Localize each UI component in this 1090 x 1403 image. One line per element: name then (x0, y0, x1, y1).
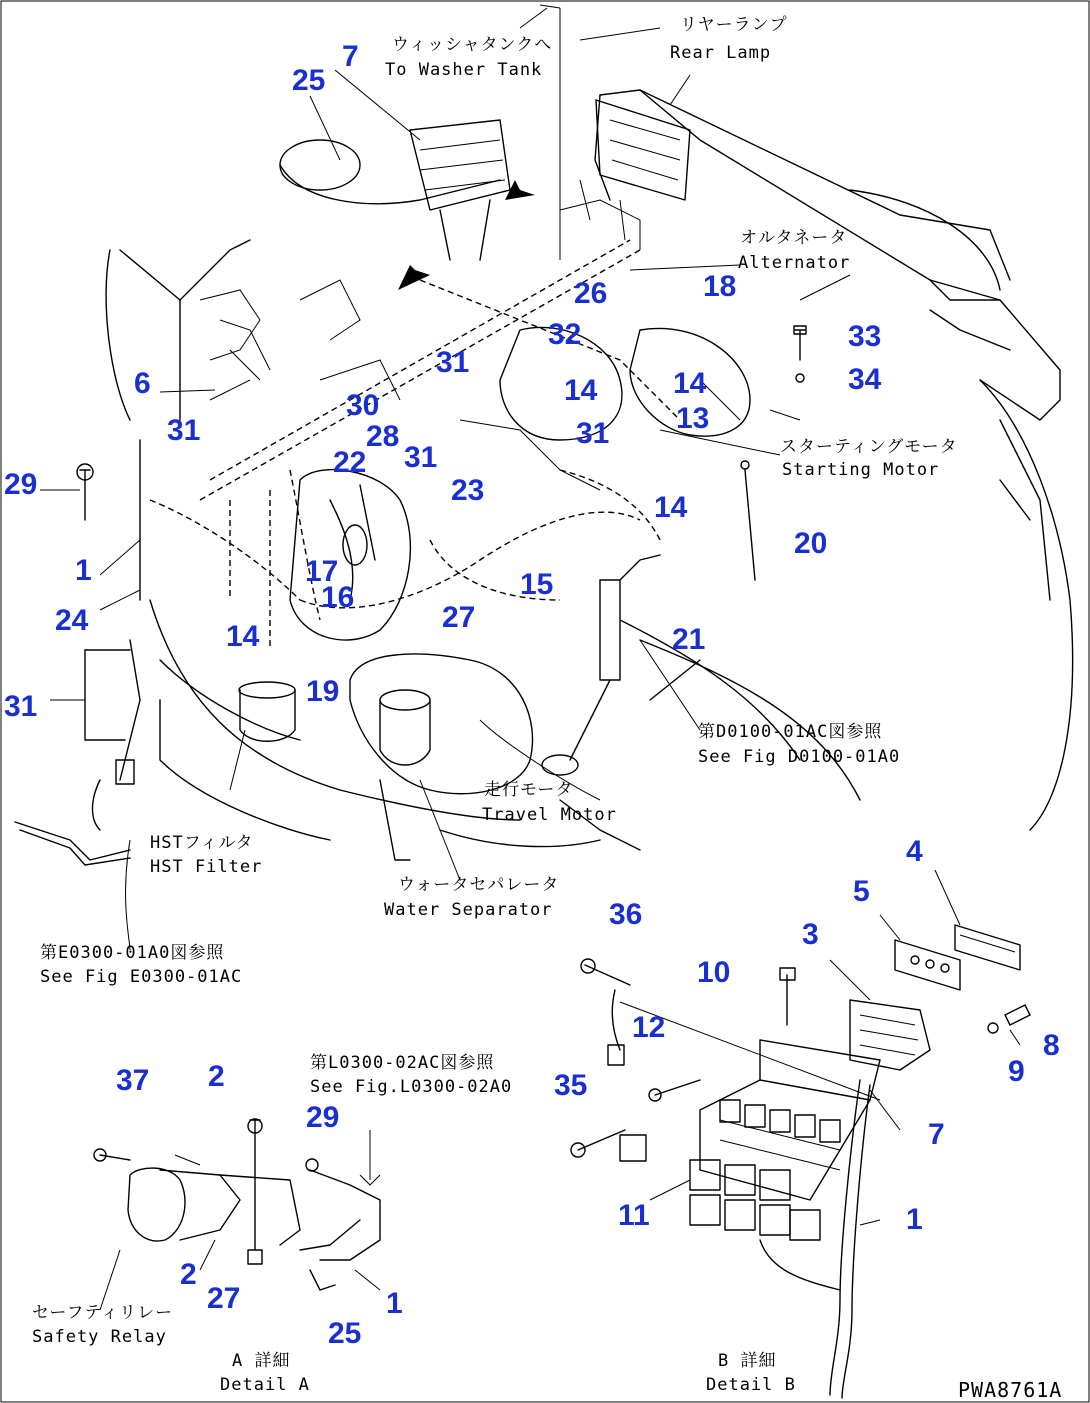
label-travel-en: Travel Motor (482, 805, 617, 825)
callout-11: 11 (618, 1199, 650, 1232)
label-alt-jp: オルタネータ (740, 228, 848, 248)
callout-24: 24 (55, 604, 89, 637)
callout-28: 28 (366, 420, 400, 453)
callout-33: 33 (848, 320, 882, 353)
label-rearlamp-en: Rear Lamp (670, 43, 772, 63)
label-e0300-en: See Fig E0300-01AC (40, 967, 243, 987)
callout-9: 9 (1008, 1055, 1025, 1088)
detail-b-drawing (571, 870, 1030, 1398)
callout-31: 31 (167, 414, 201, 447)
label-start-en: Starting Motor (782, 460, 940, 480)
label-washer-en: To Washer Tank (385, 60, 543, 80)
callout-1: 1 (906, 1203, 923, 1236)
callout-18: 18 (703, 270, 737, 303)
callout-16: 16 (321, 581, 355, 614)
callout-14: 14 (654, 491, 688, 524)
label-travel-jp: 走行モータ (484, 780, 574, 800)
callout-7: 7 (342, 40, 359, 73)
callout-34: 34 (848, 363, 882, 396)
callout-14: 14 (564, 374, 598, 407)
callout-31: 31 (404, 441, 438, 474)
callout-29: 29 (4, 468, 38, 501)
label-detailA-jp: A 詳細 (232, 1351, 291, 1371)
callout-31: 31 (576, 417, 610, 450)
label-detailA-en: Detail A (220, 1375, 310, 1395)
callout-25: 25 (328, 1317, 362, 1350)
label-detailB-en: Detail B (706, 1375, 796, 1395)
callout-22: 22 (333, 446, 367, 479)
label-detailB-jp: B 詳細 (718, 1351, 777, 1371)
text-labels (32, 15, 958, 1395)
label-l0300-en: See Fig.L0300-02A0 (310, 1077, 513, 1097)
label-hst-jp: HSTフィルタ (150, 833, 254, 853)
label-water-jp: ウォータセパレータ (398, 875, 560, 895)
callout-13: 13 (676, 402, 710, 435)
callout-15: 15 (520, 568, 554, 601)
callout-21: 21 (672, 623, 706, 656)
callout-19: 19 (306, 675, 340, 708)
callout-8: 8 (1043, 1029, 1060, 1062)
callout-12: 12 (632, 1011, 666, 1044)
callout-1: 1 (386, 1287, 403, 1320)
callout-5: 5 (853, 875, 870, 908)
callout-30: 30 (346, 389, 380, 422)
callout-14: 14 (226, 620, 260, 653)
callout-4: 4 (906, 835, 923, 868)
callout-6: 6 (134, 367, 151, 400)
callout-3: 3 (802, 918, 819, 951)
callout-35: 35 (554, 1069, 588, 1102)
label-d0100-jp: 第D0100-01AC図参照 (698, 722, 883, 742)
label-e0300-jp: 第E0300-01A0図参照 (40, 943, 225, 963)
callout-7: 7 (928, 1118, 945, 1151)
figure-code: PWA8761A (958, 1378, 1063, 1402)
callout-2: 2 (208, 1060, 225, 1093)
callout-17: 17 (305, 555, 339, 588)
callout-27: 27 (442, 601, 476, 634)
label-water-en: Water Separator (384, 900, 553, 920)
callout-1: 1 (75, 554, 92, 587)
callout-26: 26 (574, 277, 608, 310)
callout-27: 27 (207, 1282, 241, 1315)
callout-2: 2 (180, 1258, 197, 1291)
callout-20: 20 (794, 527, 828, 560)
callout-36: 36 (609, 898, 643, 931)
callout-29: 29 (306, 1101, 340, 1134)
label-safety-en: Safety Relay (32, 1327, 167, 1347)
callout-23: 23 (451, 474, 485, 507)
callout-37: 37 (116, 1064, 150, 1097)
label-start-jp: スターティングモータ (780, 437, 958, 457)
callout-14: 14 (673, 367, 707, 400)
callout-32: 32 (548, 318, 582, 351)
label-alt-en: Alternator (738, 253, 851, 273)
label-l0300-jp: 第L0300-02AC図参照 (310, 1053, 495, 1073)
label-rearlamp-jp: リヤーランプ (680, 15, 788, 35)
label-d0100-en: See Fig D0100-01A0 (698, 747, 901, 767)
part-callouts (4, 40, 1060, 1350)
label-safety-jp: セーフティリレー (32, 1303, 174, 1323)
label-washer-jp: ウィッシャタンクへ (392, 35, 553, 55)
callout-25: 25 (292, 64, 326, 97)
callout-31: 31 (436, 346, 470, 379)
callout-31: 31 (4, 690, 38, 723)
label-hst-en: HST Filter (150, 857, 263, 877)
callout-10: 10 (697, 956, 731, 989)
